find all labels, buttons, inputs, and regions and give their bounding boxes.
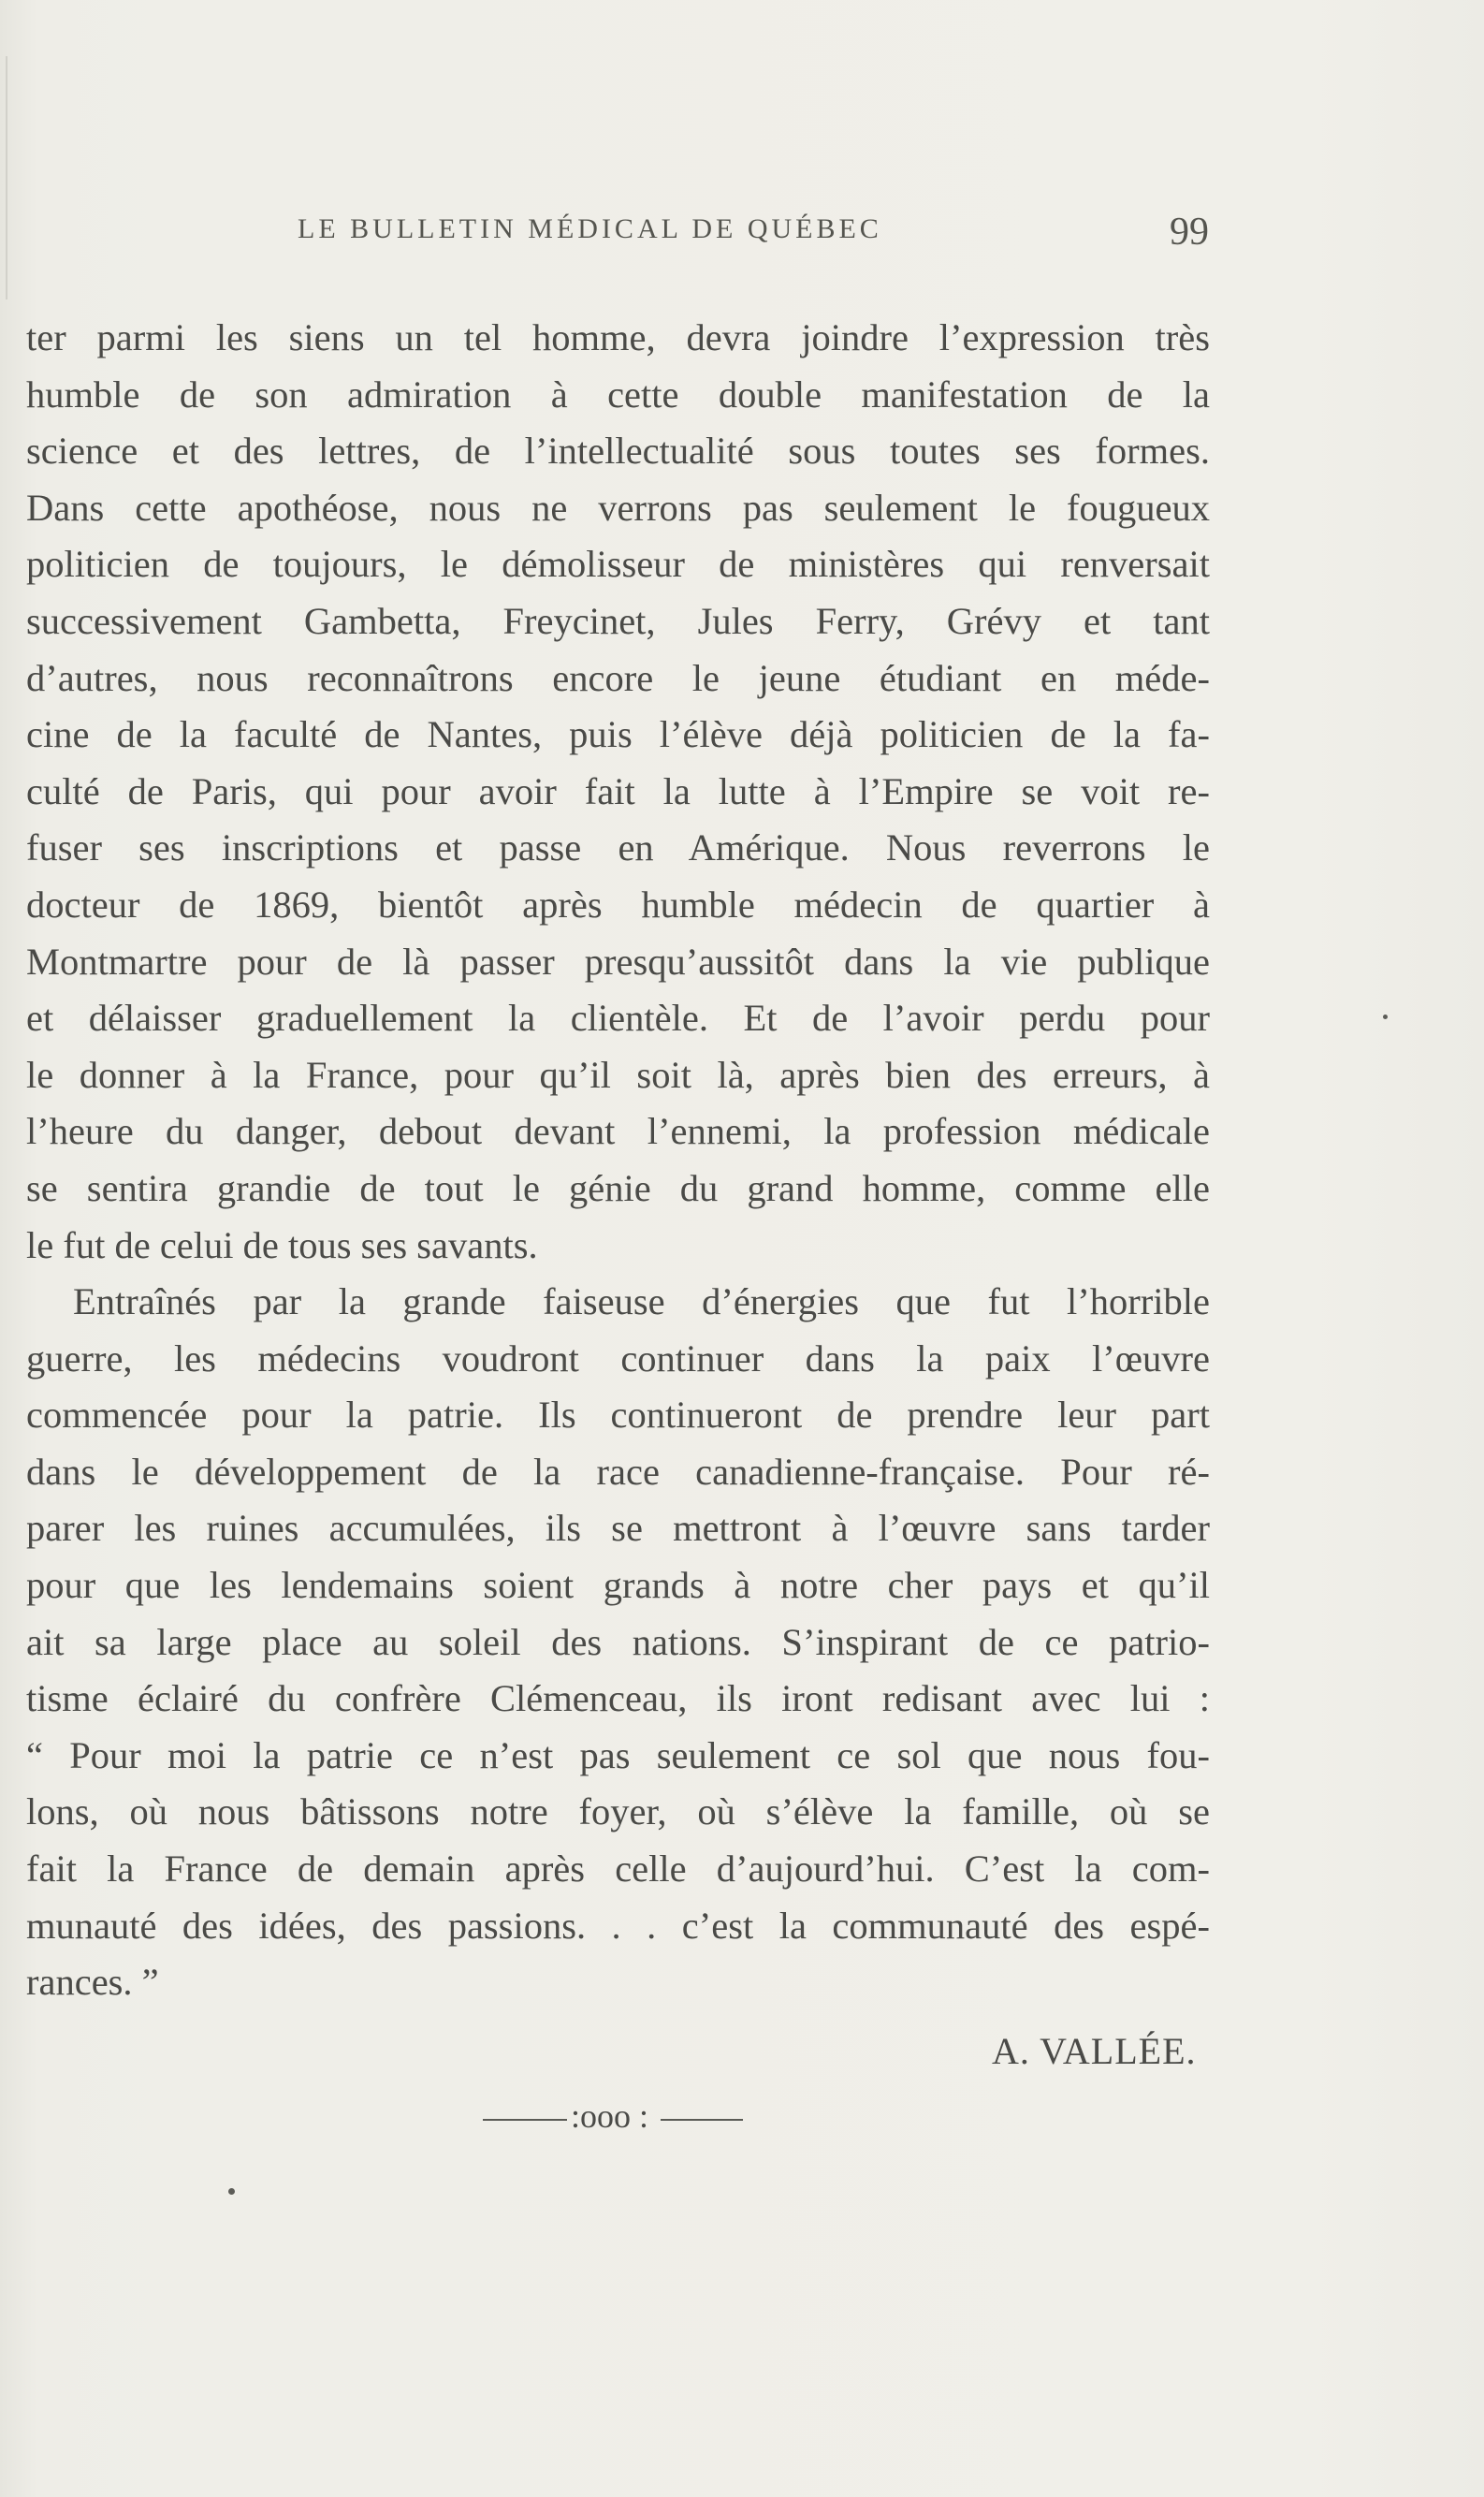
running-title: LE BULLETIN MÉDICAL DE QUÉBEC <box>298 213 882 244</box>
text-line: Dans cette apothéose, nous ne verrons pas seulement le fougueux <box>26 486 1210 529</box>
text-line: le donner à la France, pour qu’il soit là, après bien des erreurs, à <box>26 1053 1210 1096</box>
text-line: parer les ruines accumulées, ils se mettront à l’œuvre sans tarder <box>26 1507 1210 1550</box>
text-line: culté de Paris, qui pour avoir fait la lutte à l’Empire se voit re- <box>26 769 1210 812</box>
text-line: munauté des idées, des passions. . . c’est la communauté des espé- <box>26 1904 1210 1947</box>
text-line: successivement Gambetta, Freycinet, Jules Ferry, Grévy et tant <box>26 599 1210 642</box>
text-line: humble de son admiration à cette double manifestation de la <box>26 372 1210 416</box>
text-line: pour que les lendemains soient grands à notre cher pays et qu’il <box>26 1564 1210 1607</box>
text-line: fuser ses inscriptions et passe en Amérique. Nous reverrons le <box>26 826 1210 869</box>
text-line: “ Pour moi la patrie ce n’est pas seulement ce sol que nous fou- <box>26 1733 1210 1776</box>
separator-rule-left <box>483 2119 567 2121</box>
text-line: docteur de 1869, bientôt après humble médecin de quartier à <box>26 883 1210 926</box>
separator-ornament: :ooo : <box>571 2097 649 2135</box>
running-head <box>0 210 1484 256</box>
paragraph-end-line: le fut de celui de tous ses savants. <box>26 1223 538 1266</box>
text-line: tisme éclairé du confrère Clémenceau, ils iront redisant avec lui : <box>26 1677 1210 1720</box>
print-speck <box>1383 1015 1388 1019</box>
text-line: guerre, les médecins voudront continuer dans la paix l’œuvre <box>26 1336 1210 1380</box>
text-line: ait sa large place au soleil des nations. S’inspirant de ce patrio- <box>26 1620 1210 1663</box>
separator-rule-right <box>661 2119 743 2121</box>
text-line: fait la France de demain après celle d’aujourd’hui. C’est la com- <box>26 1847 1210 1891</box>
text-line: politicien de toujours, le démolisseur de ministères qui renversait <box>26 543 1210 586</box>
text-line: commencée pour la patrie. Ils continueront de prendre leur part <box>26 1394 1210 1437</box>
print-speck <box>228 2188 235 2195</box>
text-line: cine de la faculté de Nantes, puis l’élève déjà politicien de la fa- <box>26 713 1210 756</box>
author-signature: A. VALLÉE. <box>992 2030 1197 2072</box>
paragraph-end-line: rances. ” <box>26 1961 159 2004</box>
text-line: Montmartre pour de là passer presqu’aussitôt dans la vie publique <box>26 940 1210 983</box>
binding-edge-mark <box>6 56 7 299</box>
article-body <box>26 310 1210 2011</box>
text-line: d’autres, nous reconnaîtrons encore le jeune étudiant en méde- <box>26 656 1210 699</box>
text-line: l’heure du danger, debout devant l’ennemi, la profession médicale <box>26 1110 1210 1153</box>
paragraph-start-line: Entraînés par la grande faiseuse d’énergies que fut l’horrible <box>73 1280 1210 1323</box>
text-line: lons, où nous bâtissons notre foyer, où s’élève la famille, où se <box>26 1790 1210 1833</box>
section-separator <box>483 2095 754 2141</box>
text-line: science et des lettres, de l’intellectualité sous toutes ses formes. <box>26 430 1210 473</box>
text-line: et délaisser graduellement la clientèle. Et de l’avoir perdu pour <box>26 997 1210 1040</box>
text-line: se sentira grandie de tout le génie du grand homme, comme elle <box>26 1166 1210 1209</box>
text-line: dans le développement de la race canadienne-française. Pour ré- <box>26 1450 1210 1493</box>
text-line: ter parmi les siens un tel homme, devra joindre l’expression très <box>26 316 1210 358</box>
page-number: 99 <box>1170 211 1209 254</box>
